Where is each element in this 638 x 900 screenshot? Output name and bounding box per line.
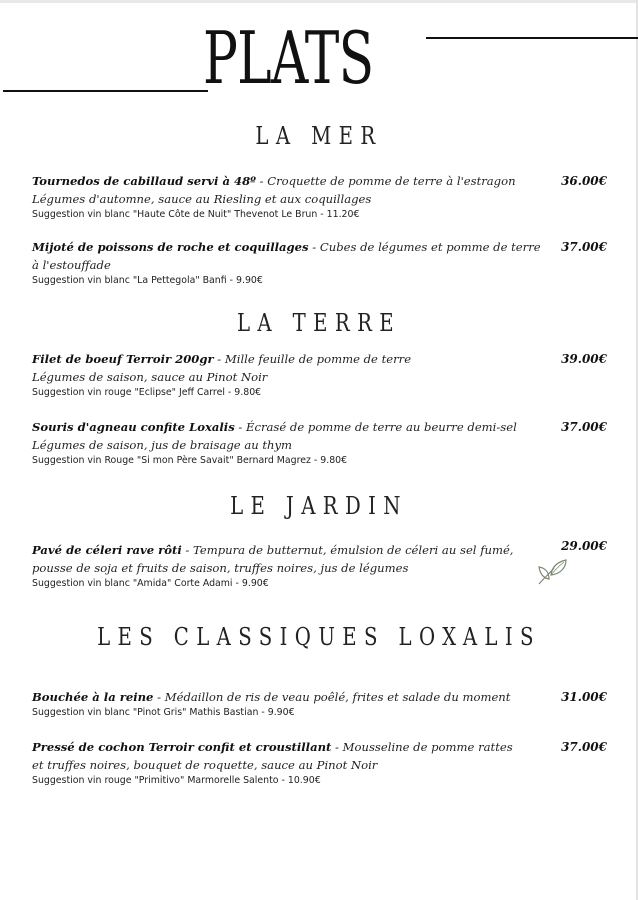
dish-description: - Tempura de butternut, émulsion de céleri au sel fumé, bbox=[181, 543, 514, 557]
wine-suggestion: Suggestion vin Rouge "Si mon Père Savait" Bernard Magrez - 9.80€ bbox=[32, 455, 348, 466]
wine-suggestion: Suggestion vin rouge "Primitivo" Marmorelle Salento - 10.90€ bbox=[32, 775, 321, 786]
menu-item bbox=[32, 541, 607, 590]
wine-suggestion: Suggestion vin blanc "La Pettegola" Banfi - 9.90€ bbox=[32, 275, 263, 286]
item-title-line bbox=[32, 350, 607, 368]
item-title-line bbox=[32, 238, 607, 256]
title-rule-right bbox=[426, 37, 638, 39]
leaf-icon bbox=[535, 555, 571, 587]
dish-price: 37.00€ bbox=[561, 240, 607, 254]
title-rule-left bbox=[3, 90, 208, 92]
dish-description: - Mille feuille de pomme de terre bbox=[213, 352, 412, 366]
section-title-la-terre: LA TERRE bbox=[236, 309, 402, 337]
dish-name: Bouchée à la reine bbox=[32, 690, 154, 704]
menu-item bbox=[32, 688, 607, 719]
dish-description-cont: à l'estouffade bbox=[32, 258, 111, 272]
dish-description-cont: Légumes d'automne, sauce au Riesling et aux coquillages bbox=[32, 192, 372, 206]
page-title: PLATS bbox=[203, 16, 374, 100]
dish-name: Souris d'agneau confite Loxalis bbox=[32, 420, 235, 434]
menu-item bbox=[32, 350, 607, 399]
wine-suggestion: Suggestion vin blanc "Haute Côte de Nuit" Thevenot Le Brun - 11.20€ bbox=[32, 209, 360, 220]
menu-item bbox=[32, 418, 607, 467]
item-title-line bbox=[32, 541, 607, 559]
dish-description: - Cubes de légumes et pomme de terre bbox=[308, 240, 541, 254]
section-title-la-mer: LA MER bbox=[255, 122, 383, 150]
dish-price: 29.00€ bbox=[561, 539, 607, 553]
menu-item bbox=[32, 238, 607, 287]
dish-description-cont: Légumes de saison, jus de braisage au thym bbox=[32, 438, 293, 452]
dish-price: 37.00€ bbox=[561, 740, 607, 754]
dish-price: 36.00€ bbox=[561, 174, 607, 188]
dish-name: Filet de boeuf Terroir 200gr bbox=[32, 352, 214, 366]
dish-description-cont: pousse de soja et fruits de saison, truffes noires, jus de légumes bbox=[32, 561, 409, 575]
dish-description-cont: et truffes noires, bouquet de roquette, sauce au Pinot Noir bbox=[32, 758, 378, 772]
dish-name: Pavé de céleri rave rôti bbox=[32, 543, 182, 557]
wine-suggestion: Suggestion vin blanc "Pinot Gris" Mathis Bastian - 9.90€ bbox=[32, 707, 295, 718]
dish-price: 39.00€ bbox=[561, 352, 607, 366]
dish-description-cont: Légumes de saison, sauce au Pinot Noir bbox=[32, 370, 268, 384]
item-title-line bbox=[32, 172, 607, 190]
dish-name: Mijoté de poissons de roche et coquillages bbox=[32, 240, 309, 254]
wine-suggestion: Suggestion vin blanc "Amida" Corte Adami - 9.90€ bbox=[32, 578, 269, 589]
dish-price: 37.00€ bbox=[561, 420, 607, 434]
page-top-edge bbox=[0, 0, 638, 3]
dish-description: - Écrasé de pomme de terre au beurre demi-sel bbox=[234, 420, 517, 434]
item-title-line bbox=[32, 738, 607, 756]
section-title-le-jardin: LE JARDIN bbox=[230, 492, 408, 520]
section-title-les-classiques-loxalis: LES CLASSIQUES LOXALIS bbox=[97, 623, 541, 651]
dish-name: Tournedos de cabillaud servi à 48º bbox=[32, 174, 256, 188]
dish-price: 31.00€ bbox=[561, 690, 607, 704]
menu-item bbox=[32, 738, 607, 787]
item-title-line bbox=[32, 688, 607, 706]
dish-description: - Médaillon de ris de veau poêlé, frites et salade du moment bbox=[153, 690, 511, 704]
dish-name: Pressé de cochon Terroir confit et croustillant bbox=[32, 740, 332, 754]
wine-suggestion: Suggestion vin rouge "Eclipse" Jeff Carrel - 9.80€ bbox=[32, 387, 262, 398]
item-title-line bbox=[32, 418, 607, 436]
dish-description: - Mousseline de pomme rattes bbox=[331, 740, 513, 754]
menu-item bbox=[32, 172, 607, 221]
dish-description: - Croquette de pomme de terre à l'estragon bbox=[255, 174, 516, 188]
